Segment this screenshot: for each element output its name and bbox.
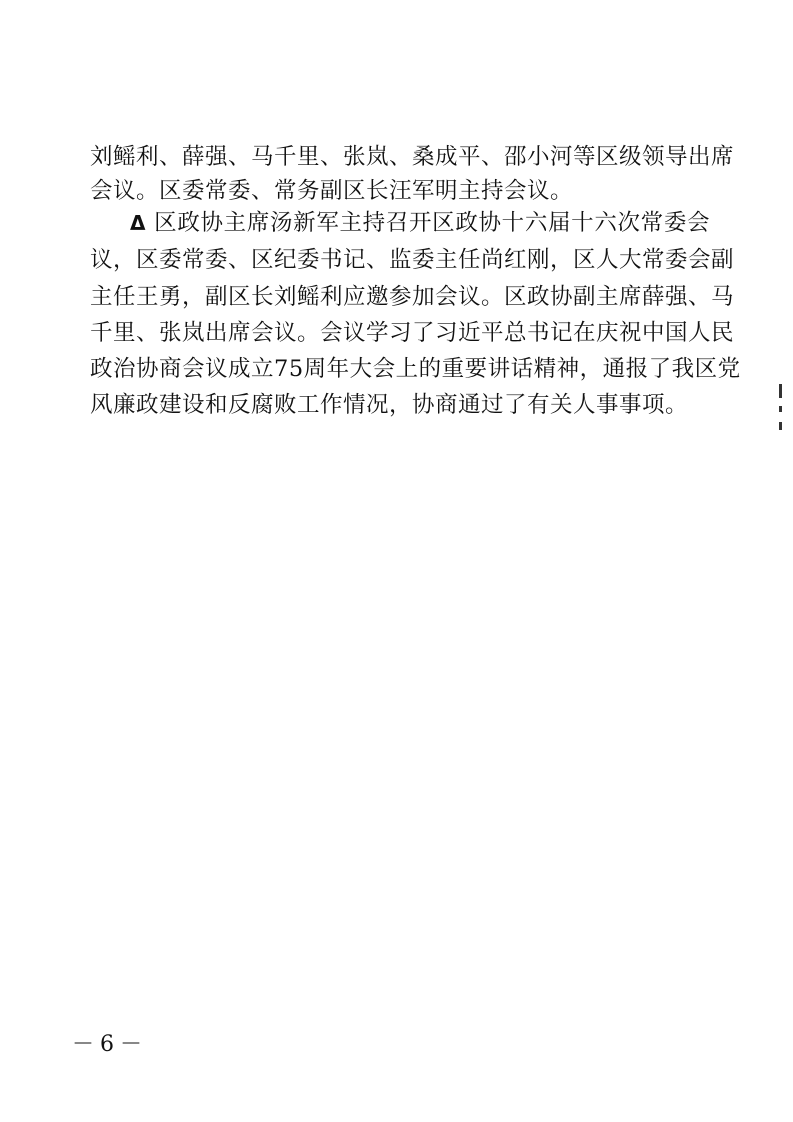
paragraph-2-line-2: 议，区委常委、区纪委书记、监委主任尚红刚，区人大常委会副 [90,247,735,273]
scan-edge-mark [779,384,782,398]
paragraph-1-line-2: 会议。区委常委、常务副区长汪军明主持会议。 [90,178,574,204]
paragraph-2-line-1-text: 区政协主席汤新军主持召开区政协十六届十六次常委会 [153,210,710,236]
paragraph-2-line-5: 政治协商会议成立75周年大会上的重要讲话精神，通报了我区党 [90,356,741,382]
paragraph-2-line-3: 主任王勇，副区长刘鳐利应邀参加会议。区政协副主席薛强、马 [90,284,735,310]
scan-edge-mark [779,406,782,412]
page-number: －6－ [72,1032,148,1057]
scan-edge-mark [779,422,782,430]
paragraph-2-line-6: 风廉政建设和反腐败工作情况，协商通过了有关人事事项。 [90,392,689,418]
delta-bullet-icon: Δ [130,211,146,235]
paragraph-2-line-4: 千里、张岚出席会议。会议学习了习近平总书记在庆祝中国人民 [90,320,735,346]
paragraph-2-line-1 [130,206,710,240]
paragraph-1-line-1: 刘鳐利、薛强、马千里、张岚、桑成平、邵小河等区级领导出席 [90,144,735,170]
